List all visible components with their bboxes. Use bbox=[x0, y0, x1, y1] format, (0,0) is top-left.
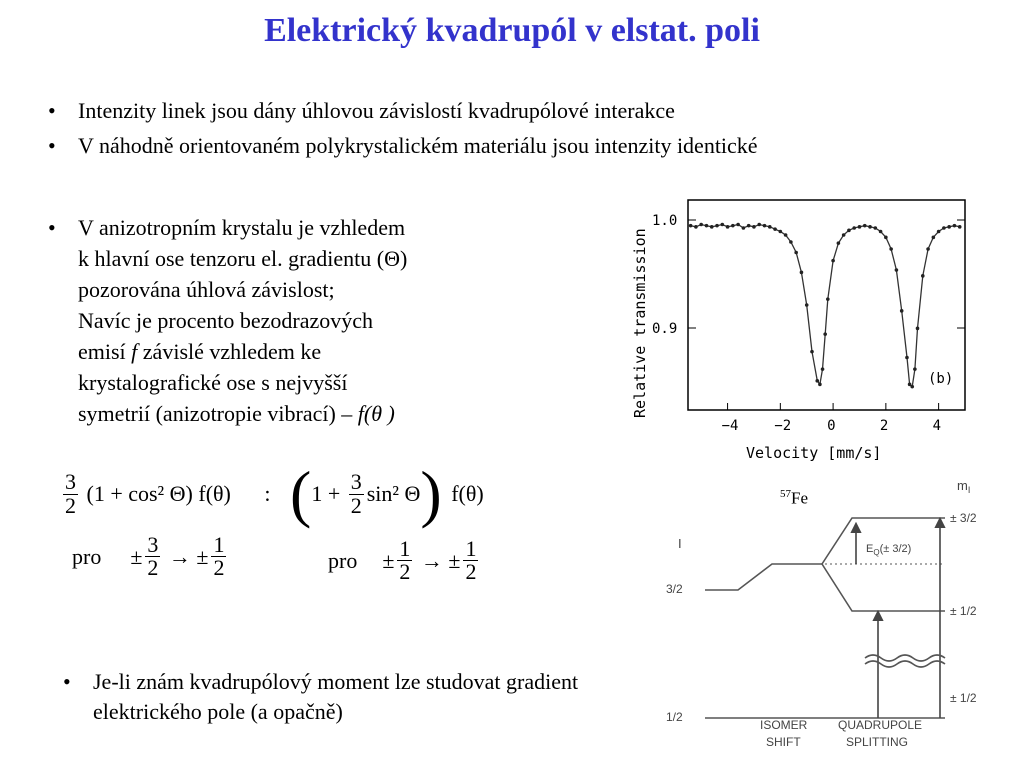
aniso-line-2: k hlavní ose tenzoru el. gradientu (Θ) bbox=[78, 246, 408, 271]
data-point bbox=[905, 356, 909, 360]
wavy-break-2 bbox=[865, 661, 945, 667]
formula-right-f: f(θ) bbox=[451, 481, 484, 506]
transition-1 bbox=[72, 534, 229, 580]
t2-from-frac bbox=[397, 538, 412, 584]
ml-label: $m_I$ bbox=[957, 478, 971, 495]
t2-to-den: 2 bbox=[465, 559, 477, 585]
m-bot: ± 1/2 bbox=[950, 691, 977, 705]
mossbauer-spectrum bbox=[620, 190, 980, 470]
ytick-1-0: 1.0 bbox=[652, 213, 678, 229]
data-point bbox=[794, 251, 798, 255]
bullet-quadrupole-moment: • Je-li znám kvadrupólový moment lze studovat gradient elektrického pole (a opačně) bbox=[55, 667, 655, 727]
top-bullet-list bbox=[40, 96, 880, 166]
data-point bbox=[779, 230, 783, 234]
data-point bbox=[884, 236, 888, 240]
data-point bbox=[863, 224, 867, 228]
isomer-caption-1: ISOMER bbox=[760, 718, 808, 732]
upper-split-bottom bbox=[822, 564, 945, 611]
data-point bbox=[942, 226, 946, 230]
spectrum-xlabel: Velocity [mm/s] bbox=[746, 444, 882, 462]
aniso-line-1: • V anizotropním krystalu je vzhledem bbox=[78, 215, 406, 240]
data-point bbox=[947, 225, 951, 229]
data-point bbox=[800, 271, 804, 275]
data-point bbox=[879, 230, 883, 234]
fit-line bbox=[691, 225, 960, 387]
data-point bbox=[900, 309, 904, 313]
transition-2 bbox=[328, 538, 481, 584]
frac-den-r: 2 bbox=[350, 492, 362, 518]
bullet-angular-dependence: • Intenzity linek jsou dány úhlovou závislostí kvadrupólové interakce bbox=[40, 96, 880, 126]
page-title: Elektrický kvadrupól v elstat. poli bbox=[264, 12, 760, 49]
nucleus-symbol: Fe bbox=[791, 488, 808, 508]
data-point bbox=[805, 303, 809, 307]
wavy-break bbox=[865, 655, 945, 661]
data-point bbox=[868, 225, 872, 229]
energy-level-diagram bbox=[660, 478, 1024, 768]
quad-caption-1: QUADRUPOLE bbox=[838, 718, 923, 732]
data-point bbox=[910, 385, 914, 389]
data-point bbox=[937, 230, 941, 234]
aniso-line-3: pozorována úhlová závislost; bbox=[78, 277, 335, 302]
data-point bbox=[768, 225, 772, 229]
isomer-caption-2: SHIFT bbox=[766, 735, 801, 749]
x-ticks bbox=[722, 403, 941, 434]
frac-den: 2 bbox=[65, 492, 76, 518]
data-point bbox=[842, 233, 846, 237]
data-point bbox=[747, 224, 751, 228]
data-point bbox=[858, 225, 862, 229]
aniso-line-5-b: závislé vzhledem ke bbox=[137, 339, 322, 364]
data-point bbox=[815, 379, 819, 383]
data-point bbox=[895, 268, 899, 272]
data-point bbox=[823, 332, 827, 336]
data-point bbox=[852, 226, 856, 230]
data-point bbox=[757, 223, 761, 227]
spectrum-ylabel: Relative transmission bbox=[631, 228, 649, 418]
t1-from-sign: ± bbox=[130, 543, 143, 569]
t1-to-frac bbox=[211, 534, 226, 580]
formula-right-fraction bbox=[349, 471, 364, 517]
anisotropic-bullet-list bbox=[40, 212, 560, 434]
spectrum-curve bbox=[691, 225, 960, 387]
data-point bbox=[731, 224, 735, 228]
xtick-label: 4 bbox=[932, 418, 942, 434]
data-point bbox=[837, 241, 841, 245]
data-point bbox=[720, 223, 724, 227]
nucleus-mass: 57 bbox=[780, 488, 791, 500]
formula-open-paren: ( bbox=[290, 458, 312, 529]
t1-from-den: 2 bbox=[147, 555, 159, 581]
xtick-label: 0 bbox=[827, 418, 836, 434]
data-point bbox=[689, 224, 693, 228]
aniso-line-6: krystalografické ose s nejvyšší bbox=[78, 370, 348, 395]
bullet-polycrystal: • V náhodně orientovaném polykrystalickém materiálu jsou intenzity identické bbox=[40, 131, 880, 161]
formula-close-paren: ) bbox=[420, 458, 442, 529]
data-point bbox=[958, 225, 962, 229]
t2-to-num: 1 bbox=[465, 536, 477, 561]
data-point bbox=[789, 240, 793, 244]
t1-to-num: 1 bbox=[213, 532, 225, 557]
data-point bbox=[710, 225, 714, 229]
t1-from-num: 3 bbox=[147, 532, 159, 557]
aniso-line-7-a: symetrií (anizotropie vibrací) – bbox=[78, 401, 358, 426]
data-point bbox=[926, 247, 930, 251]
transition-1-label: pro bbox=[72, 543, 102, 569]
data-point bbox=[913, 367, 917, 371]
t2-from-sign: ± bbox=[382, 547, 395, 573]
t2-from-num: 1 bbox=[399, 536, 411, 561]
xtick-label: −4 bbox=[721, 418, 739, 434]
quad-caption-2: SPLITTING bbox=[846, 735, 909, 749]
frac-num: 3 bbox=[65, 469, 76, 495]
data-point bbox=[726, 225, 730, 229]
formula-left-body: (1 + cos² Θ) f(θ) bbox=[86, 481, 231, 506]
data-point bbox=[694, 225, 698, 229]
t2-arrow: → bbox=[420, 547, 443, 573]
i-label: I bbox=[678, 536, 682, 551]
data-point bbox=[889, 247, 893, 251]
data-point bbox=[847, 229, 851, 233]
data-point bbox=[821, 367, 825, 371]
data-point bbox=[742, 226, 746, 230]
data-point bbox=[818, 383, 822, 387]
t1-to-den: 2 bbox=[213, 555, 225, 581]
f-theta: f(θ ) bbox=[357, 401, 395, 426]
t1-to-sign: ± bbox=[196, 543, 209, 569]
data-point bbox=[831, 259, 835, 263]
xtick-label: 2 bbox=[879, 418, 889, 434]
aniso-line-5 bbox=[78, 336, 560, 367]
data-point bbox=[784, 233, 788, 237]
t2-from-den: 2 bbox=[399, 559, 411, 585]
data-point bbox=[916, 327, 920, 331]
data-point bbox=[699, 223, 703, 227]
spectrum-points bbox=[689, 223, 962, 389]
data-point bbox=[736, 223, 740, 227]
data-point bbox=[705, 224, 709, 228]
upper-split-top bbox=[822, 518, 945, 564]
m-mid: ± 1/2 bbox=[950, 604, 977, 618]
formula-separator: : bbox=[264, 481, 271, 506]
upper-level-unsplit bbox=[705, 564, 822, 590]
plot-frame bbox=[688, 200, 965, 410]
data-point bbox=[810, 350, 814, 354]
aniso-line-4: Navíc je procento bezodrazových bbox=[78, 308, 374, 333]
formula-left-fraction bbox=[63, 471, 78, 517]
t2-to-sign: ± bbox=[448, 547, 461, 573]
m-top: ± 3/2 bbox=[950, 511, 977, 525]
upper-i-value: 3/2 bbox=[666, 582, 683, 596]
bullet-anisotropic-crystal bbox=[40, 212, 560, 429]
data-point bbox=[826, 297, 830, 301]
t1-arrow: → bbox=[168, 543, 191, 569]
transition-2-label: pro bbox=[328, 547, 358, 573]
bottom-bullet-list bbox=[55, 667, 655, 732]
t2-to-frac bbox=[463, 538, 478, 584]
frac-num-r: 3 bbox=[350, 469, 362, 495]
panel-label: (b) bbox=[928, 371, 954, 387]
data-point bbox=[715, 224, 719, 228]
aniso-line-7 bbox=[78, 398, 560, 429]
data-point bbox=[932, 236, 936, 240]
data-point bbox=[752, 225, 756, 229]
recoil-free-f: f bbox=[131, 339, 138, 364]
eq-label: $E_Q(\pm 3/2)$ bbox=[866, 543, 912, 557]
data-point bbox=[921, 274, 925, 278]
xtick-label: −2 bbox=[774, 418, 792, 434]
data-point bbox=[773, 227, 777, 231]
ytick-0-9: 0.9 bbox=[652, 321, 678, 337]
data-point bbox=[953, 224, 957, 228]
lower-i-value: 1/2 bbox=[666, 710, 683, 724]
aniso-line-5-a: emisí bbox=[78, 339, 132, 364]
data-point bbox=[763, 224, 767, 228]
data-point bbox=[874, 226, 878, 230]
formula-sin: sin² Θ bbox=[366, 481, 421, 506]
t1-from-frac bbox=[145, 534, 160, 580]
formula-one-plus: 1 + bbox=[311, 481, 341, 506]
intensity-formula bbox=[60, 458, 484, 529]
